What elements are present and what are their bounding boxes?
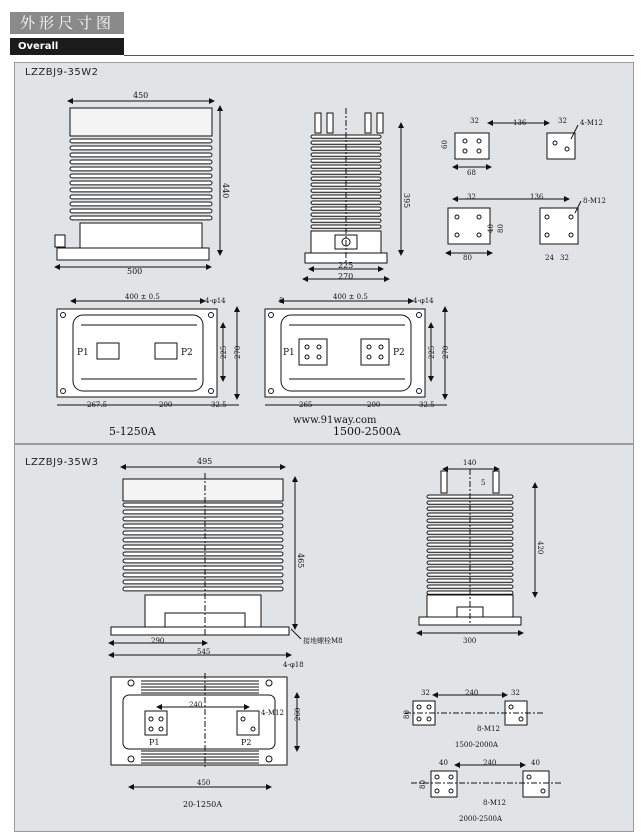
insulator-fin [123,587,283,591]
terminal-p1-b: P1 [283,348,295,358]
insulator-fin [70,139,212,143]
dim-plan2-b2: 200 [367,401,381,409]
insulator-fin [70,181,212,185]
dim-term-b-b2: 32 [560,254,569,262]
model-label: LZZBJ9-35W2 [25,67,99,78]
terminal-p2-w3: P2 [241,738,252,747]
dim-plan1-holes: 4-φ14 [205,297,226,305]
dim-term-b-holes: 8-M12 [583,197,606,205]
dim-w3-tb-gap: 240 [483,759,497,767]
side-view-w3 [419,469,535,633]
dim-w3-plan-holes: 4-φ18 [283,661,304,669]
plan-view-w3 [111,673,297,787]
insulator-fin [70,202,212,206]
insulator-fin [70,216,212,220]
dim-w3-plan-top: 240 [189,701,203,709]
terminal-p2-b: P2 [393,348,405,358]
insulator-fin [123,510,283,514]
term-w3-b-caption: 2000-2500A [459,815,503,823]
dim-w3-tb-holes: 8-M12 [483,799,506,807]
insulator-fin [70,209,212,213]
dim-plan2-b3: 32.5 [419,401,435,409]
insulator-fin [123,503,283,507]
dim-plan1-b3: 32.5 [211,401,227,409]
dim-w3-b2: 545 [197,648,211,656]
dim-front-height: 440 [221,183,230,199]
insulator-fin [123,559,283,563]
dim-term-b-inner: 40 [487,224,495,233]
dim-term-b-pitch: 32 [467,193,476,201]
drawing-w2 [15,63,635,445]
dim-w3-plan-d: 260 [294,707,302,721]
terminal-detail-a [455,123,578,167]
term-w3-a-caption: 1500-2000A [455,741,499,749]
ground-bolt-note: 接地螺栓M8 [303,637,343,645]
dim-plan1-top: 400 ± 0.5 [125,293,160,301]
insulator-fin [123,566,283,570]
dim-w3-plan-holes2: 4-M12 [261,709,284,717]
front-view-w3 [111,467,301,655]
terminal-detail-b [448,199,581,253]
dim-w3-ta-p1: 32 [421,689,430,697]
insulator-fin [123,517,283,521]
dim-w3-side-top: 140 [463,459,477,467]
plan-w3-caption: 20-1250A [183,800,223,809]
dim-plan2-d2: 270 [442,345,450,359]
dim-term-a-gap: 136 [513,119,527,127]
terminal-p1: P1 [77,348,89,358]
dim-w3-ta-p2: 32 [511,689,520,697]
terminal-p2: P2 [181,348,193,358]
dim-w3-plan-base: 450 [197,779,211,787]
plan2-caption: 1500-2500A [333,425,401,438]
drawing-w3 [15,445,635,833]
dim-w3-side-height: 420 [536,541,544,555]
dim-plan1-d1: 225 [220,345,228,359]
dim-front-width: 450 [133,91,149,100]
dim-w3-tb-h: 80 [419,780,427,789]
dim-w3-height: 465 [296,553,305,569]
insulator-fin [123,580,283,584]
insulator-fin [70,174,212,178]
front-view [55,101,220,267]
side-view [305,108,401,279]
panel-lzzbj9-35w2 [14,62,634,444]
insulator-fins [70,139,212,220]
dim-term-a-holes: 4-M12 [580,119,603,127]
terminal-detail-w3-b [411,765,563,797]
dim-w3-side-base: 300 [463,637,477,645]
insulator-fin [70,188,212,192]
dim-term-a-h: 60 [441,140,449,149]
model-label-2: LZZBJ9-35W3 [25,457,99,468]
dim-term-b-b1: 24 [545,254,554,262]
dim-term-a-pitch: 32 [470,117,479,125]
insulator-fin [70,167,212,171]
dim-side-height: 395 [402,193,411,209]
watermark: www.91way.com [293,415,377,426]
insulator-fin [123,545,283,549]
dim-plan2-b1: 265 [299,401,313,409]
insulator-fin [123,573,283,577]
dim-w3-b1: 290 [151,637,165,645]
insulator-fin [123,531,283,535]
panel-lzzbj9-35w3 [14,444,634,832]
insulator-fin [70,146,212,150]
dim-w3-width: 495 [197,457,213,466]
dim-plan2-top: 400 ± 0.5 [333,293,368,301]
dim-plan2-small: 5 [279,297,284,305]
section-title-en: Overall [10,38,124,55]
terminal-p1-w3: P1 [149,738,160,747]
dim-w3-ta-gap: 240 [465,689,479,697]
dim-w3-ta-holes: 8-M12 [477,725,500,733]
plan1-caption: 5-1250A [109,425,156,438]
dim-term-a-pitch2: 32 [558,117,567,125]
header-rule [124,55,634,56]
insulator-fin [123,538,283,542]
dim-w3-side-small: 5 [481,479,486,487]
dim-front-base: 500 [127,267,143,276]
insulator-fin [123,524,283,528]
dim-plan1-d2: 270 [234,345,242,359]
insulator-fin [70,153,212,157]
terminal-detail-w3-a [405,695,543,725]
section-title-cn: 外形尺寸图 [10,12,124,34]
dim-w3-ta-h: 80 [403,710,411,719]
dim-term-a-w: 68 [467,169,476,177]
dim-w3-tb-p1: 40 [439,759,448,767]
dim-side-inner: 225 [338,261,354,270]
insulator-fin [123,552,283,556]
dim-plan1-b2: 200 [159,401,173,409]
dim-term-b-w: 80 [463,254,472,262]
dim-side-base: 270 [338,272,354,281]
dim-term-b-gap: 136 [530,193,544,201]
dim-term-b-h: 80 [497,224,505,233]
dim-w3-tb-p2: 40 [531,759,540,767]
dim-plan2-holes: 4-φ14 [413,297,434,305]
insulator-fin [70,160,212,164]
insulator-fin [70,195,212,199]
dim-plan2-d1: 225 [428,345,436,359]
dim-plan1-b1: 267.5 [87,401,108,409]
